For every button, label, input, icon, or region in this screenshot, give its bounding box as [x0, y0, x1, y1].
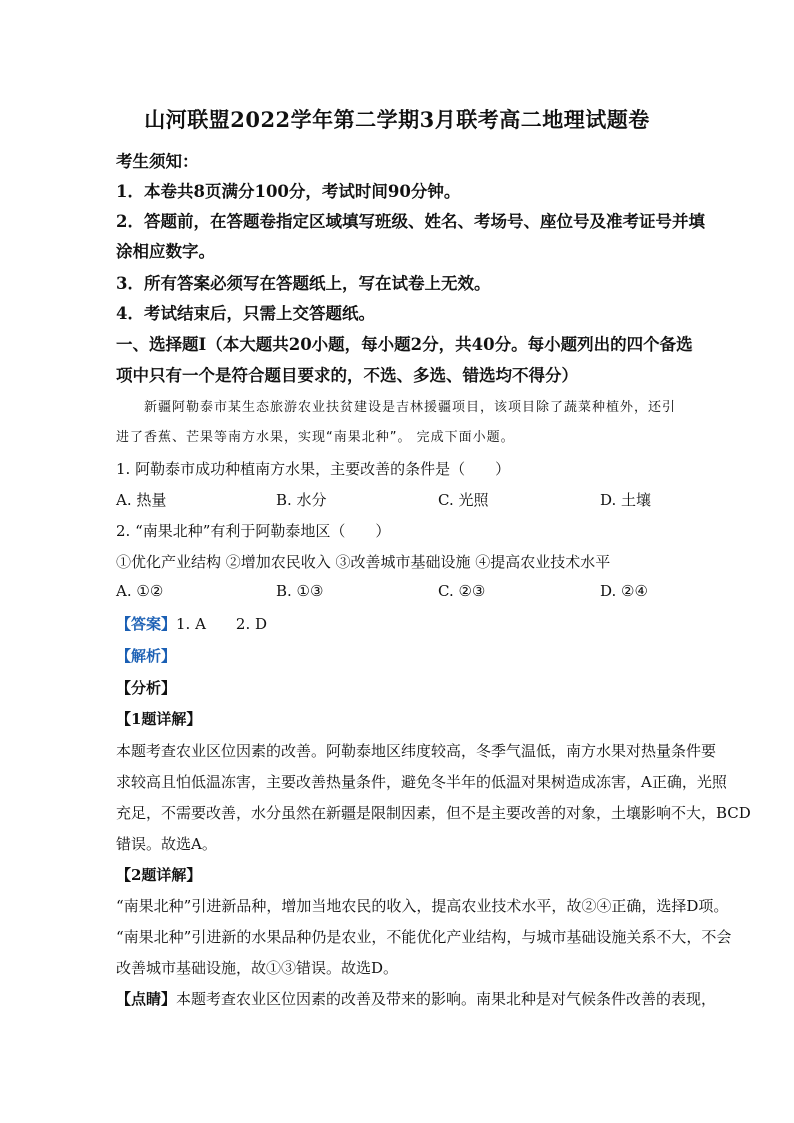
- q2-detail-label: 【2题详解】: [116, 866, 202, 884]
- q1-detail-line1: 本题考查农业区位因素的改善。阿勒泰地区纬度较高，冬季气温低，南方水果对热量条件要: [116, 742, 717, 760]
- passage-line2: 进了香蕉、芒果等南方水果，实现“南果北种”。 完成下面小题。: [116, 430, 515, 445]
- dianjing-row: [116, 988, 716, 1009]
- notice-item-4: 4．考试结束后，只需上交答题纸。: [116, 304, 375, 323]
- question-1-option-b: B. 水分: [276, 491, 327, 509]
- analysis-label: 【解析】: [116, 647, 177, 665]
- question-2-option-b: B. ①③: [276, 582, 324, 600]
- answer-value: 1. A 2. D: [176, 615, 268, 633]
- question-2-stem: 2. “南果北种”有利于阿勒泰地区（ ）: [116, 522, 391, 540]
- answer-label: 【答案】: [116, 615, 177, 633]
- q1-detail-line4: 错误。故选A。: [116, 835, 217, 853]
- question-2-choices: ①优化产业结构 ②增加农民收入 ③改善城市基础设施 ④提高农业技术水平: [116, 553, 611, 571]
- question-1-option-c: C. 光照: [438, 491, 489, 509]
- dianjing-text: 本题考查农业区位因素的改善及带来的影响。南果北种是对气候条件改善的表现，: [176, 990, 717, 1008]
- section-heading-line2: 项中只有一个是符合题目要求的，不选、多选、错选均不得分）: [116, 366, 578, 385]
- answer-row: [116, 613, 267, 634]
- question-1-stem: 1. 阿勒泰市成功种植南方水果，主要改善的条件是（ ）: [116, 460, 511, 478]
- page-title: 山河联盟2022学年第二学期3月联考高二地理试题卷: [144, 107, 650, 132]
- dianjing-label: 【点睛】: [116, 990, 177, 1008]
- question-1-option-d: D. 土壤: [600, 491, 652, 509]
- notice-heading: 考生须知：: [116, 152, 199, 171]
- question-2-option-c: C. ②③: [438, 582, 486, 600]
- question-2-option-d: D. ②④: [600, 582, 648, 600]
- question-1-option-a: A. 热量: [116, 491, 167, 509]
- q1-detail-label: 【1题详解】: [116, 710, 202, 728]
- q2-detail-line3: 改善城市基础设施，故①③错误。故选D。: [116, 959, 399, 977]
- q1-detail-line2: 求较高且怕低温冻害，主要改善热量条件，避免冬半年的低温对果树造成冻害，A正确，光照: [116, 773, 727, 791]
- section-heading-line1: 一、选择题Ⅰ（本大题共20小题，每小题2分，共40分。每小题列出的四个备选: [116, 335, 693, 354]
- notice-item-2-cont: 涂相应数字。: [116, 242, 215, 261]
- q1-detail-line3: 充足，不需要改善，水分虽然在新疆是限制因素，但不是主要改善的对象，土壤影响不大，BCD: [116, 804, 751, 822]
- passage-line1: 新疆阿勒泰市某生态旅游农业扶贫建设是吉林援疆项目，该项目除了蔬菜种植外，还引: [144, 400, 677, 415]
- q2-detail-line2: “南果北种”引进新的水果品种仍是农业，不能优化产业结构，与城市基础设施关系不大，不会: [116, 928, 732, 946]
- notice-item-3: 3．所有答案必须写在答题纸上，写在试卷上无效。: [116, 274, 491, 293]
- q2-detail-line1: “南果北种”引进新品种，增加当地农民的收入，提高农业技术水平，故②④正确，选择D项。: [116, 897, 729, 915]
- notice-item-2: 2．答题前，在答题卷指定区域填写班级、姓名、考场号、座位号及准考证号并填: [116, 212, 705, 231]
- fenxi-label: 【分析】: [116, 679, 177, 697]
- notice-item-1: 1．本卷共8页满分100分，考试时间90分钟。: [116, 182, 461, 201]
- question-2-option-a: A. ①②: [116, 582, 164, 600]
